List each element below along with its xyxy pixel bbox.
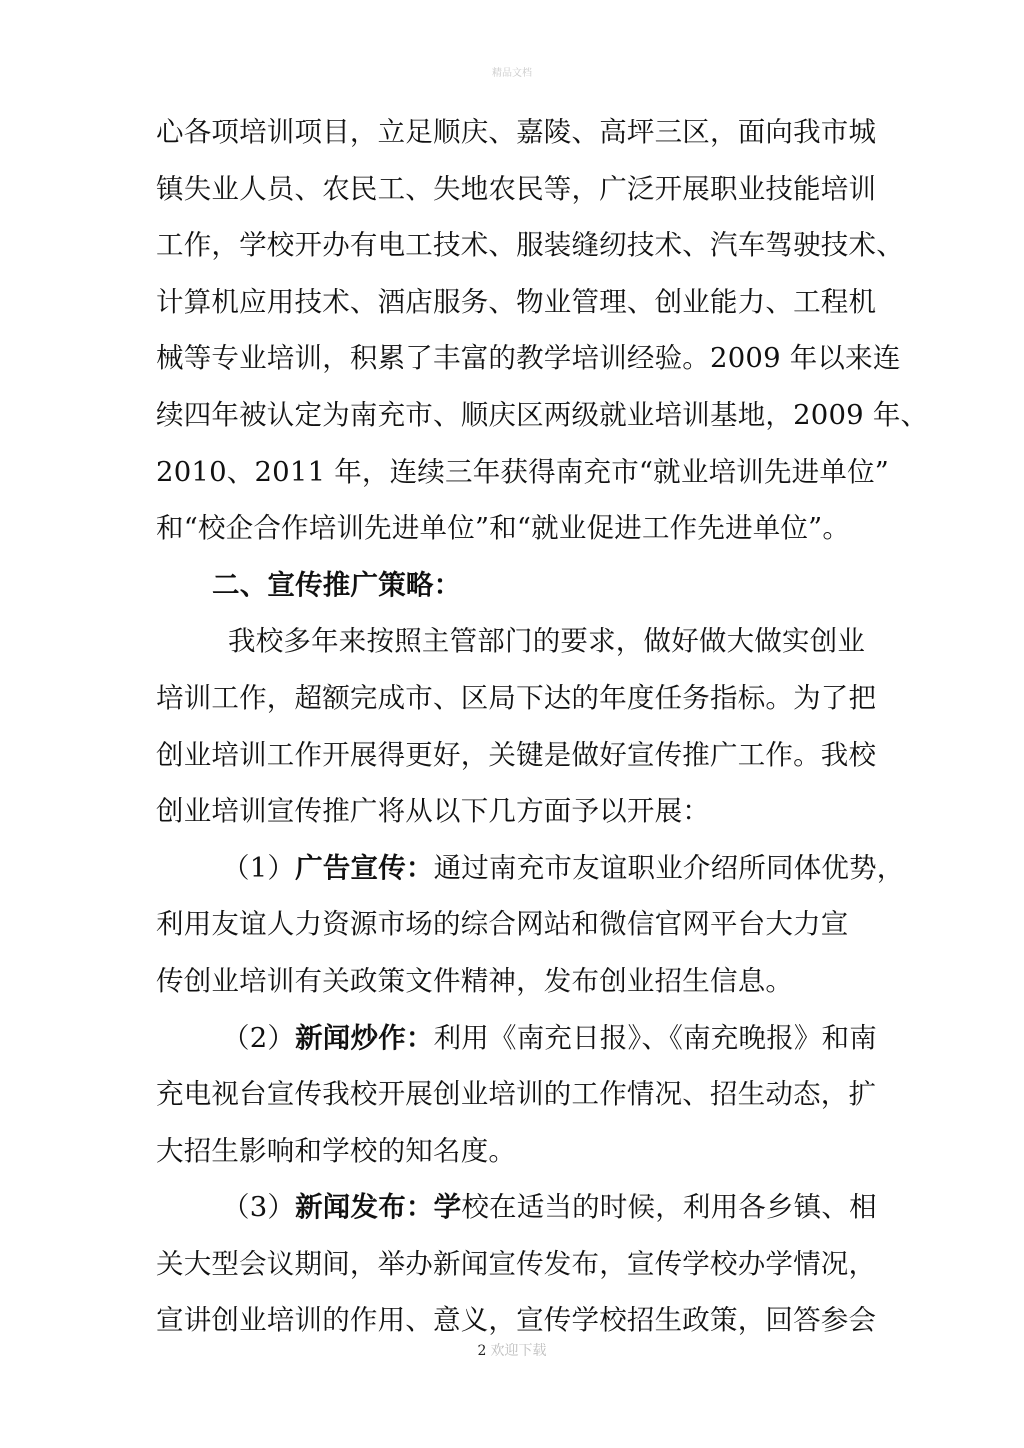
item-text: 校在适当的时候，利用各乡镇、相: [461, 1191, 877, 1224]
document-body: [156, 104, 929, 1349]
item-number: （2）: [222, 1021, 296, 1054]
body-line: 续四年被认定为南充市、顺庆区两级就业培训基地，2009 年、: [156, 398, 929, 431]
item-text: 通过南充市友谊职业介绍所同体优势，: [433, 851, 905, 884]
body-line: 镇失业人员、农民工、失地农民等，广泛开展职业技能培训: [156, 172, 877, 205]
body-line: 充电视台宣传我校开展创业培训的工作情况、招生动态，扩: [156, 1078, 877, 1111]
body-line: 关大型会议期间，举办新闻宣传发布，宣传学校办学情况，: [156, 1247, 877, 1280]
body-line: 我校多年来按照主管部门的要求，做好做大做实创业: [228, 625, 866, 658]
list-item-2: [156, 1010, 878, 1067]
body-line: 计算机应用技术、酒店服务、物业管理、创业能力、工程机: [156, 285, 877, 318]
body-line: 械等专业培训，积累了丰富的教学培训经验。2009 年以来连: [156, 342, 901, 375]
body-line: 创业培训宣传推广将从以下几方面予以开展：: [156, 795, 710, 828]
body-line: 工作，学校开办有电工技术、服装缝纫技术、汽车驾驶技术、: [156, 229, 904, 262]
body-line: 大招生影响和学校的知名度。: [156, 1134, 517, 1167]
body-line: 创业培训工作开展得更好，关键是做好宣传推广工作。我校: [156, 738, 877, 771]
body-line: 利用友谊人力资源市场的综合网站和微信官网平台大力宣: [156, 908, 849, 941]
list-item-3: [156, 1179, 877, 1236]
body-line: 2010、2011 年，连续三年获得南充市“就业培训先进单位”: [156, 455, 890, 488]
item-text: 利用《南充日报》、《南充晚报》和南: [433, 1021, 878, 1054]
item-title: 新闻炒作：: [295, 1021, 434, 1054]
header-watermark: 精品文档: [492, 68, 532, 79]
item-title: 广告宣传：: [295, 851, 434, 884]
list-item-1: [156, 840, 905, 897]
body-line: 培训工作，超额完成市、区局下达的年度任务指标。为了把: [156, 681, 877, 714]
page-number: 2: [477, 1343, 487, 1359]
item-title: 新闻发布：学: [295, 1191, 462, 1224]
section-heading: 二、宣传推广策略：: [212, 568, 462, 601]
body-line: 传创业培训有关政策文件精神，发布创业招生信息。: [156, 964, 794, 997]
body-line: 和“校企合作培训先进单位”和“就业促进工作先进单位”。: [156, 512, 851, 545]
item-number: （1）: [222, 851, 296, 884]
download-text: 欢迎下载: [490, 1343, 547, 1359]
page-footer: [0, 1340, 1024, 1360]
body-line: 心各项培训项目，立足顺庆、嘉陵、高坪三区，面向我市城: [156, 116, 877, 148]
body-line: 宣讲创业培训的作用、意义，宣传学校招生政策，回答参会: [156, 1304, 877, 1337]
item-number: （3）: [222, 1191, 296, 1224]
